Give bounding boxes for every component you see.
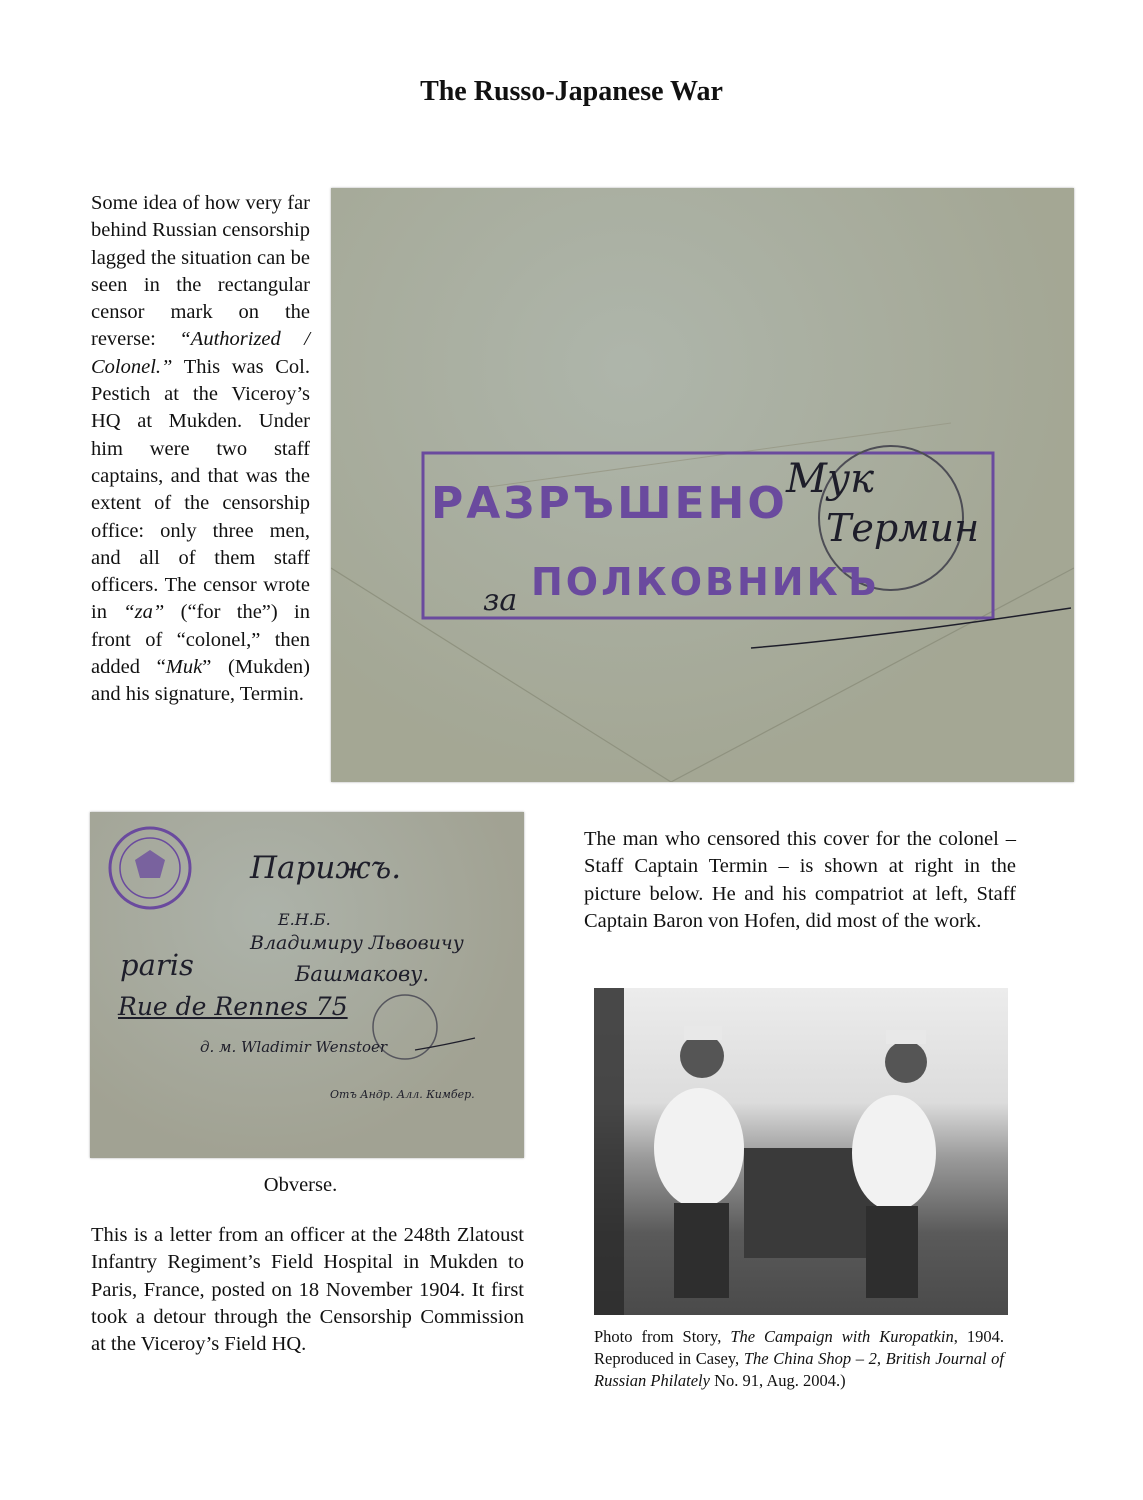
reverse-text-part2: This was Col. Pestich at the Viceroy’s HQ at Mukden. Under him were two staff captains, and that was the extent of the censorship office: only three men, and all of them staff officers. The censor wrote in: [91, 355, 310, 624]
handwriting-za: за: [483, 583, 518, 618]
censor-description: The man who censored this cover for the colonel – Staff Captain Termin – is shown at right in the picture below. He and his compatriot at left, Staff Captain Baron von Hofen, did most of the work.: [584, 828, 1016, 932]
censor-stamp-line1: РАЗРЪШЕНО: [431, 478, 788, 529]
photo-graphic: [594, 988, 1008, 1315]
address-sender: Отъ Андр. Алл. Кимбер.: [330, 1088, 475, 1101]
reverse-text-za: “za”: [123, 601, 165, 624]
address-city: Парижъ.: [250, 850, 402, 886]
reverse-text-part4: ” (Mukden) and his signature, Termin.: [91, 656, 310, 706]
handwriting-muk: Мук: [786, 456, 875, 502]
photo-caption-p3: ,: [876, 1349, 886, 1368]
left-officer-legs: [674, 1203, 729, 1298]
left-officer-head: [680, 1034, 724, 1078]
eagle-emblem: [135, 850, 165, 878]
right-officer-cap: [886, 1030, 926, 1044]
right-officer-head: [885, 1041, 927, 1083]
reverse-text-quote: “Authorized / Colonel.”: [91, 328, 310, 378]
letter-description: This is a letter from an officer at the 248th Zlatoust Infantry Regiment’s Field Hospital in Mukden to Paris, France, posted on 18 November 1904. It first took a detour through the Censorship Commission at the Viceroy’s Field HQ.: [91, 1224, 524, 1356]
photo-caption-t1: The Campaign with Kuropatkin: [730, 1327, 954, 1346]
photo-caption: [594, 1326, 1004, 1392]
signature-flourish: [751, 608, 1071, 648]
address-flourish: [415, 1038, 475, 1050]
staff-captains-photo: [594, 988, 1008, 1315]
photo-caption-p4: No. 91, Aug. 2004.): [709, 1371, 846, 1390]
reverse-text-muk: Muk: [165, 656, 203, 679]
left-officer-cap: [684, 1026, 722, 1040]
left-officer-tunic: [654, 1088, 744, 1208]
reverse-text-part1: Some idea of how very far behind Russian censorship lagged the situation can be seen in the rectangular censor mark on the reverse:: [91, 192, 310, 351]
photo-caption-t2: The China Shop – 2: [743, 1349, 877, 1368]
censor-stamp-line2: ПОЛКОВНИКЪ: [531, 560, 880, 604]
reverse-text-part3: (“for the”) in front of “colonel,” then added “: [91, 601, 310, 679]
censor-signature: Термин: [826, 506, 980, 550]
address-street: Rue de Rennes 75: [118, 992, 348, 1021]
address-line2: Владимиру Львовичу: [250, 932, 464, 954]
reverse-cover-image: [331, 188, 1074, 782]
reverse-description: [91, 190, 310, 709]
right-officer-tunic: [852, 1095, 936, 1211]
photo-caption-p1: Photo from Story,: [594, 1327, 731, 1346]
obverse-cover-image: [90, 812, 524, 1158]
address-paris: paris: [120, 948, 194, 982]
address-line4: д. м. Wladimir Wenstoer: [200, 1038, 388, 1056]
photo-caption-p2: , 1904. Reproduced in Casey,: [594, 1327, 1004, 1368]
address-line1: Е.Н.Б.: [278, 910, 331, 929]
photo-caption-t3: British Journal of Russian Philately: [594, 1349, 1004, 1390]
right-officer-legs: [866, 1206, 918, 1298]
photo-left-wall: [594, 988, 624, 1315]
page-title: The Russo-Japanese War: [420, 76, 723, 107]
address-line3: Башмакову.: [295, 962, 430, 986]
obverse-caption: Obverse.: [263, 1174, 338, 1196]
